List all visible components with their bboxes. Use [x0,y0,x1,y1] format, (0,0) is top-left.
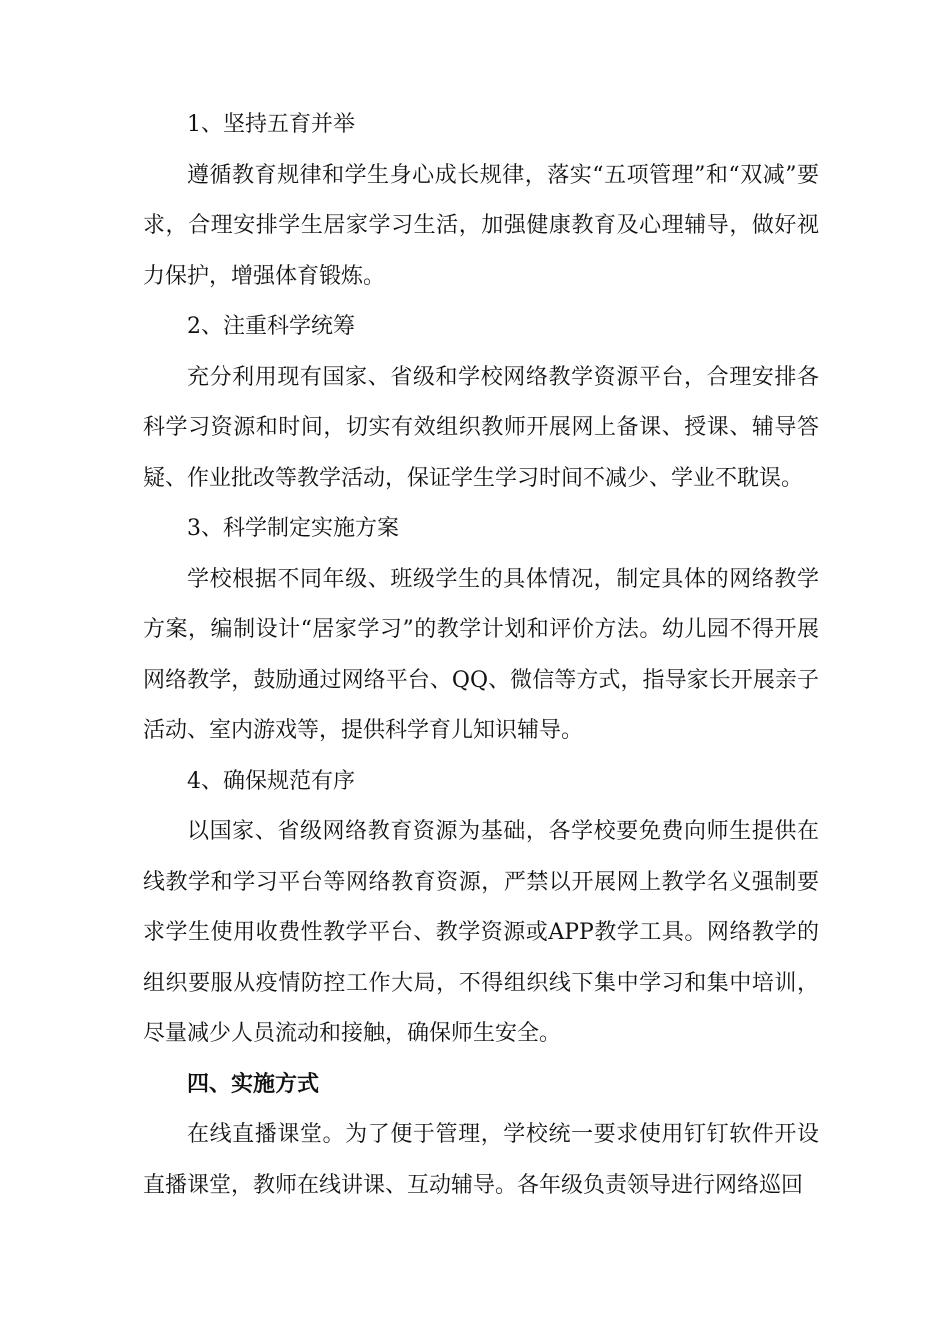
paragraph-online-live-class: 在线直播课堂。为了便于管理，学校统一要求使用钉钉软件开设直播课堂，教师在线讲课、互动辅导。各年级负责领导进行网络巡回 [143,1122,819,1198]
paragraph-five-education: 遵循教育规律和学生身心成长规律，落实“五项管理”和“双减”要求，合理安排学生居家学习生活，加强健康教育及心理辅导，做好视力保护，增强体育锻炼。 [143,162,819,289]
paragraph-scientific-planning: 充分利用现有国家、省级和学校网络教学资源平台，合理安排各科学习资源和时间，切实有效组织教师开展网上备课、授课、辅导答疑、作业批改等教学活动，保证学生学习时间不减少、学业不耽误。 [143,364,819,491]
section-heading-implementation-method: 四、实施方式 [187,1071,320,1097]
subheading-2: 2、注重科学统筹 [187,314,355,339]
subheading-4: 4、确保规范有序 [187,768,355,794]
document-body [143,100,819,1211]
paragraph-standard-order: 以国家、省级网络教育资源为基础，各学校要免费向师生提供在线教学和学习平台等网络教育资源，严禁以开展网上教学名义强制要求学生使用收费性教学平台、教学资源或APP教学工具。网络教学的组织要服从疫情防控工作大局，不得组织线下集中学习和集中培训，尽量减少人员流动和接触，确保师生安全。 [143,819,819,1046]
paragraph-implementation-plan: 学校根据不同年级、班级学生的具体情况，制定具体的网络教学方案，编制设计“居家学习”的教学计划和评价方法。幼儿园不得开展网络教学，鼓励通过网络平台、QQ、微信等方式，指导家长开展亲子活动、室内游戏等，提供科学育儿知识辅导。 [143,566,819,743]
subheading-3: 3、科学制定实施方案 [187,516,399,541]
subheading-1: 1、坚持五育并举 [187,112,355,137]
